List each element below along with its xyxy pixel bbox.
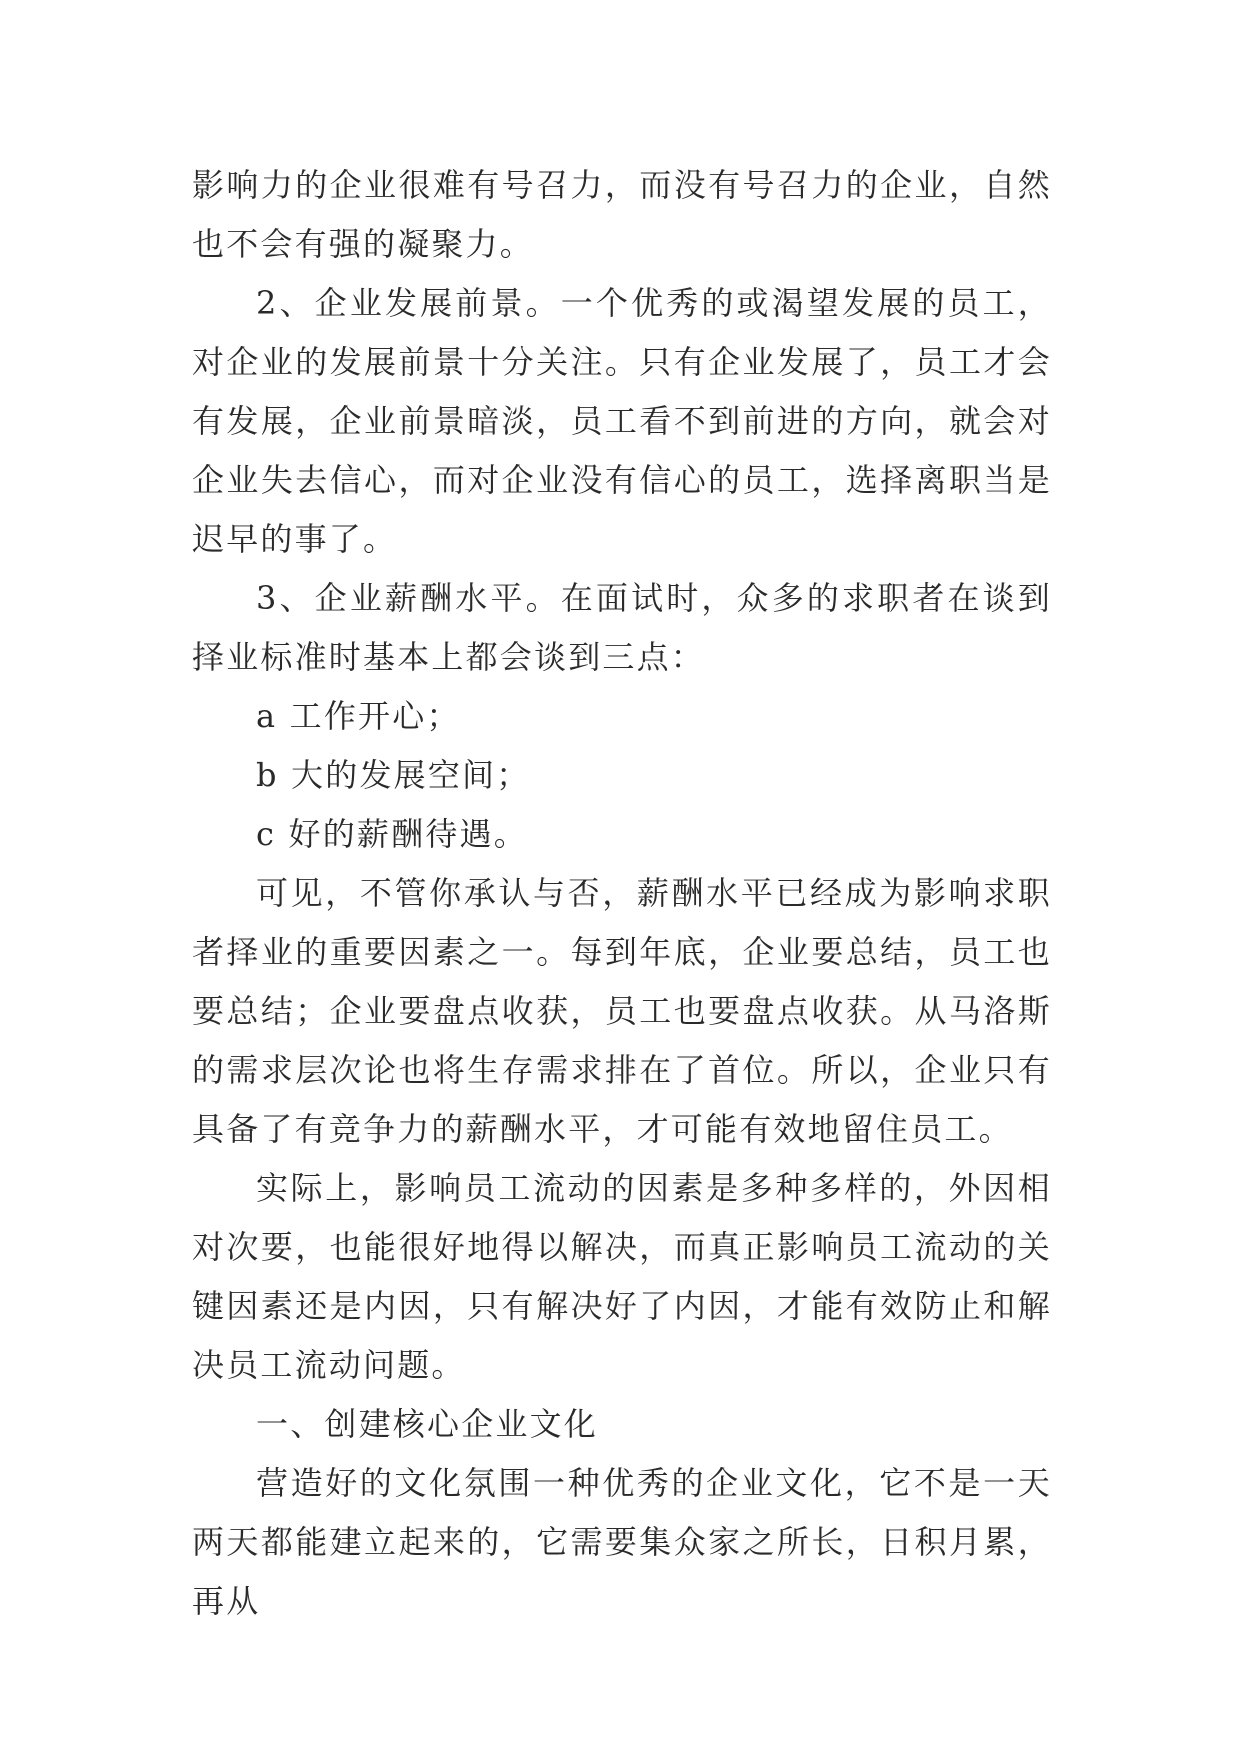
list-item-b: b 大的发展空间； — [256, 756, 531, 794]
paragraph-internal-factors: 实际上，影响员工流动的因素是多种多样的，外因相对次要，也能很好地得以解决，而真正影响员工流动的关键因素还是内因，只有解决好了内因，才能有效防止和解决员工流动问题。 — [192, 1169, 1052, 1384]
paragraph-continued: 影响力的企业很难有号召力，而没有号召力的企业，自然也不会有强的凝聚力。 — [192, 166, 1052, 263]
paragraph-culture: 营造好的文化氛围一种优秀的企业文化，它不是一天两天都能建立起来的，它需要集众家之所长，日积月累，再从 — [192, 1464, 1052, 1620]
paragraph-development-prospect: 2、企业发展前景。一个优秀的或渴望发展的员工，对企业的发展前景十分关注。只有企业发展了，员工才会有发展，企业前景暗淡，员工看不到前进的方向，就会对企业失去信心，而对企业没有信心的员工，选择离职当是迟早的事了。 — [192, 284, 1052, 558]
list-item-a: a 工作开心； — [256, 697, 461, 735]
paragraph-salary-level: 3、企业薪酬水平。在面试时，众多的求职者在谈到择业标准时基本上都会谈到三点： — [192, 579, 1052, 676]
document-body — [192, 156, 1052, 1631]
paragraph-salary-importance: 可见，不管你承认与否，薪酬水平已经成为影响求职者择业的重要因素之一。每到年底，企业要总结，员工也要总结；企业要盘点收获，员工也要盘点收获。从马洛斯的需求层次论也将生存需求排在了首位。所以，企业只有具备了有竞争力的薪酬水平，才可能有效地留住员工。 — [192, 874, 1052, 1148]
section-heading: 一、创建核心企业文化 — [256, 1405, 599, 1443]
list-item-c: c 好的薪酬待遇。 — [256, 815, 528, 853]
